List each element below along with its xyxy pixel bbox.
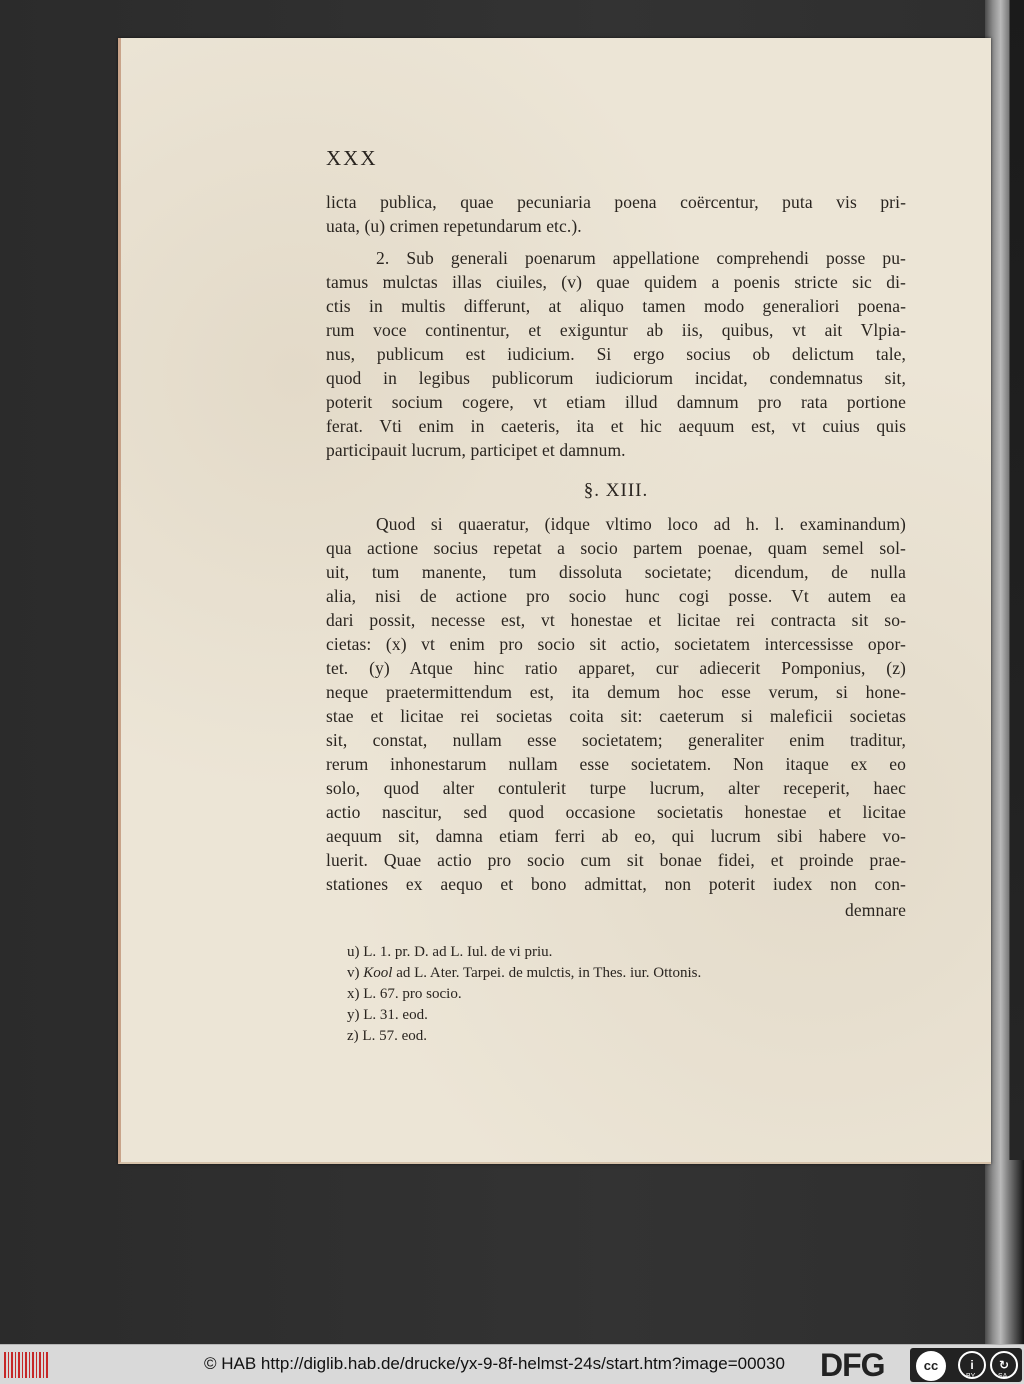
section-heading: §. XIII. <box>583 480 649 501</box>
page-header: XXX <box>326 146 378 170</box>
catchword: demnare <box>845 900 906 920</box>
text-line: rum voce continentur, et exiguntur ab iis, quibus, vt ait Vlpia- <box>326 320 906 340</box>
by-label: BY <box>966 1373 976 1380</box>
text-line: tamus mulctas illas ciuiles, (v) quae quidem a poenis stricte sic di- <box>326 272 906 292</box>
book-edge-strip <box>1009 0 1024 1160</box>
text-line: sit, constat, nullam esse societatem; generaliter enim traditur, <box>326 730 906 750</box>
text-line: luerit. Quae actio pro socio cum sit bonae fidei, et proinde prae- <box>326 850 906 870</box>
text-line: tet. (y) Atque hinc ratio apparet, cur adiecerit Pomponius, (z) <box>326 658 906 678</box>
footnote-text: L. 1. pr. D. ad L. Iul. de vi priu. <box>363 944 553 960</box>
viewer-footer <box>0 1344 1024 1384</box>
footnote-mark: z) <box>347 1028 359 1044</box>
text-line: aequum sit, damna etiam ferri ab eo, qui lucrum sibi habere vo- <box>326 826 906 846</box>
text-line: cietas: (x) vt enim pro socio sit actio, societatem intercessisse opor- <box>326 634 906 654</box>
text-line: solo, quod alter contulerit turpe lucrum, alter receperit, haec <box>326 778 906 798</box>
footnote <box>347 1005 701 1026</box>
footnote-author: Kool <box>363 965 393 981</box>
footnote-mark: y) <box>347 1007 360 1023</box>
footnote-mark: u) <box>347 944 360 960</box>
text-line: ferat. Vti enim in caeteris, ita et hic aequum est, vt cuius quis <box>326 416 906 436</box>
footnote-text: L. 67. pro socio. <box>363 986 462 1002</box>
text-line: poterit socium cogere, vt etiam illud damnum pro rata portione <box>326 392 906 412</box>
text-line: stationes ex aequo et bono admittat, non poterit iudex non con- <box>326 874 906 894</box>
text-line: quod in legibus publicorum iudiciorum incidat, condemnatus sit, <box>326 368 906 388</box>
text-line: ctis in multis differunt, at aliquo tamen modo generaliori poena- <box>326 296 906 316</box>
by-icon: i <box>958 1351 986 1379</box>
text-line: neque praetermittendum est, ita demum hoc esse verum, si hone- <box>326 682 906 702</box>
credit-link[interactable]: © HAB http://diglib.hab.de/drucke/yx-9-8f-helmst-24s/start.htm?image=00030 <box>204 1354 785 1373</box>
text-line: dari possit, necesse est, vt honestae et licitae rei contracta sit so- <box>326 610 906 630</box>
text-line: Quod si quaeratur, (idque vltimo loco ad h. l. examinandum) <box>376 514 906 534</box>
footnotes <box>347 942 701 1047</box>
footnote-mark: v) <box>347 965 360 981</box>
footnote-mark: x) <box>347 986 360 1002</box>
footnote-text: ad L. Ater. Tarpei. de mulctis, in Thes. iur. Ottonis. <box>396 965 702 981</box>
text-line: actio nascitur, sed quod occasione societatis honestae et licitae <box>326 802 906 822</box>
text-line: qua actione socius repetat a socio partem poenae, quam semel sol- <box>326 538 906 558</box>
text-line: rerum inhonestarum nullam esse societatem. Non itaque ex eo <box>326 754 906 774</box>
dfg-logo: DFG <box>820 1347 885 1383</box>
text-line: stae et licitae rei societas coita sit: caeterum si maleficii societas <box>326 706 906 726</box>
text-line: uata, (u) crimen repetundarum etc.). <box>326 216 582 236</box>
cc-license-badge[interactable] <box>910 1348 1022 1382</box>
footnote <box>347 942 701 963</box>
text-line: uit, tum manente, tum dissoluta societate; dicendum, de nulla <box>326 562 906 582</box>
text-line: nus, publicum est iudicium. Si ergo socius ob delictum tale, <box>326 344 906 364</box>
footnote <box>347 963 701 984</box>
sa-icon: ↻ <box>990 1351 1018 1379</box>
barcode-icon <box>4 1352 48 1378</box>
footnote <box>347 984 701 1005</box>
footnote <box>347 1026 701 1047</box>
text-line: 2. Sub generali poenarum appellatione comprehendi posse pu- <box>376 248 906 268</box>
text-line: alia, nisi de actione pro socio hunc cogi posse. Vt autem ea <box>326 586 906 606</box>
footnote-text: L. 57. eod. <box>362 1028 427 1044</box>
footnote-text: L. 31. eod. <box>363 1007 428 1023</box>
text-line: licta publica, quae pecuniaria poena coërcentur, puta vis pri- <box>326 192 906 212</box>
cc-icon: cc <box>916 1351 946 1381</box>
sa-label: SA <box>998 1373 1008 1380</box>
text-line: participauit lucrum, participet et damnum. <box>326 440 626 460</box>
